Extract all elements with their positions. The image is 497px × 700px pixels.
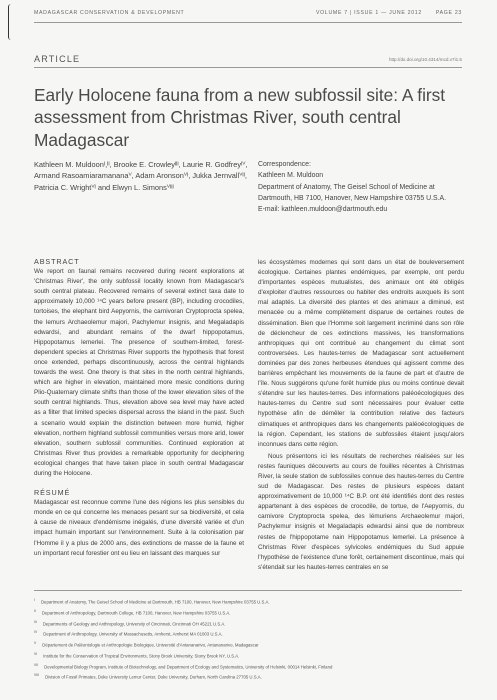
journal-name: MADAGASCAR CONSERVATION & DEVELOPMENT (34, 10, 185, 16)
footnote (34, 661, 464, 672)
correspondence-label: Correspondence: (258, 161, 311, 168)
header-rule (34, 22, 462, 23)
footnote (34, 628, 464, 639)
abstract-text: We report on faunal remains recovered during recent explorations at 'Christmas River', the only subfossil locality known from Madagascar's south central plateau. Recovered remains of several extinct taxa date to approximately 10,000 ¹⁴C years before present (BP), including crocodiles, tortoises, the elephant bird Aepyornis, the carnivoran Cryptoprocta spelea, the lemurs Archaeolemur majori, Pachylemur insignis, and Megaladapis edwardsi, and abundant remains of the dwarf hippopotamus, Hippopotamus lemerlei. The presence of southern-limited, forest-dependent species at Christmas River supports the hypothesis that forest once extended, perhaps discontinuously, across the central highlands towards the west. One theory is that sites in the north central highlands, which are higher in elevation, maintained more mesic conditions during Plio-Quaternary climate shifts than those of the lower elevation sites of the south central highlands. Thus, elevation above sea level may have acted as a filter that limited species dispersal across the island in the past. Such a scenario would explain the distinction between more humid, higher elevation, northern highland subfossil communities versus more arid, lower elevation, southern subfossil communities. Continued exploration at Christmas River thus provides a remarkable opportunity for deciphering ecological changes that have taken place in south central Madagascar during the Holocene. (34, 268, 244, 477)
running-header (34, 10, 462, 22)
resume-text-right-2: Nous présentons ici les résultats de recherches réalisées sur les restes fauniques découverts au cours de fouilles récentes à Christmas River, la seule station de subfossiles connue des hautes-terres du Centre sud de Madagascar. Des restes de plusieurs espèces datant approximativement de 10,000 ¹⁴C B.P. ont été identifiés dont des restes appartenant à des espèces de crocodile, de tortue, de l'Aepyornis, du carnivore Cryptoprocta spelea, des lémuriens Archaeolemur majori, Pachylemur insignis et Megaladapis edwardsi ainsi que de nombreux restes de l'hippopotame nain Hippopotamus lemerlei. La présence à Christmas River d'espèces sylvicoles endémiques du Sud appuie l'hypothèse de l'existence d'une forêt, certainement discontinue, mais qui s'étendait sur les hautes-terres centrales en se (258, 452, 464, 571)
right-column (258, 258, 464, 573)
footnote-text: Department of Anthropology, Dartmouth College, HB 7100, Hanover, New Hampshire 03755 U.S.A. (41, 610, 231, 616)
left-column (34, 257, 244, 559)
footnote (34, 596, 464, 607)
resume-heading: RÉSUMÉ (34, 488, 71, 498)
article-title: Early Holocene fauna from a new subfossil site: A first assessment from Christmas River, south central Madagascar (34, 85, 446, 150)
footnote-text: Department of Anatomy, The Geisel School of Medicine at Dartmouth, HB 7100, Hanover, New Hampshire 03755 U.S.A. (40, 599, 270, 605)
issue-info: VOLUME 7 | ISSUE 1 — JUNE 2012 (316, 10, 422, 16)
footnote-rule (34, 590, 462, 591)
page-edge-bracket (8, 4, 12, 40)
resume-text-left: Madagascar est reconnue comme l'une des régions les plus sensibles du monde en ce qui concerne les menaces pesant sur sa biodiversité, et cela à cause de niveaux d'endémisme inégalés, d'une diversité variée et d'un impact humain important sur l'environnement. Suite à la colonisation par l'Homme il y a plus de 2000 ans, des extinctions de masse de la faune et un important recul forestier ont eu lieu en laissant des marques sur (34, 499, 244, 557)
section-label: ARTICLE (34, 54, 81, 64)
footnote (34, 607, 464, 618)
footnote-text: Institute for the Conservation of Tropical Environments, Stony Brook University, Stony Brook NY, U.S.A. (43, 653, 240, 659)
resume-text-right-1: les écosystèmes modernes qui sont dans un état de bouleversement écologique. Certaines plantes endémiques, par exemple, ont perdu d'importantes espèces mutualistes, des animaux ont été obligés d'exploiter d'autres ressources ou habiter des endroits auxquels ils sont mal adaptés. La diversité des plantes et des animaux a diminué, est menacée ou a même complètement disparue de certaines routes de dissémination. Bien que l'Homme soit largement incriminé dans son rôle de déclencheur de ces extinctions massives, les transformations anthropiques qui ont contribué au changement du climat sont controversées. Les hautes-terres de Madagascar sont actuellement dominées par des zones herbeuses étendues qui agissent comme des barrières empêchant les mouvements de la faune de part et d'autre de l'île. Nous suggérons qu'une forêt humide plus ou moins continue devait s'étendre sur les hautes-terres. Des informations paléoécologiques des hautes-terres du Centre sud sont nécessaires pour évaluer cette hypothèse afin de démêler la contribution relative des facteurs climatiques et anthropiques dans les changements paléoécologiques de la région. Cependant, les stations de subfossiles étaient jusqu'alors inconnues dans cette région. (258, 259, 464, 448)
correspondence-address: Department of Anatomy, The Geisel School of Medicine at Dartmouth, HB 7100, Hanover, New Hampshire 03755 U.S.A. (258, 183, 447, 202)
correspondence-email[interactable]: E-mail: kathleen.muldoon@dartmouth.edu (258, 206, 388, 214)
footnote (34, 618, 464, 629)
footnote-mark: V (34, 641, 37, 646)
footnote-mark: III (34, 619, 37, 624)
footnote (34, 639, 464, 650)
section-rule (34, 67, 462, 68)
footnote (34, 650, 464, 661)
correspondence-name: Kathleen M. Muldoon (258, 172, 324, 180)
footnote-mark: VI (34, 651, 38, 656)
footnote-text: Département de Paléontologie et Anthropologie Biologique, Université d'Antananarivo, Antananarivo, Madagascar (42, 642, 259, 648)
footnote (34, 671, 464, 682)
footnotes (34, 596, 464, 682)
footnote-mark: IV (34, 630, 38, 635)
author-list: Kathleen M. Muldoonᴵ,ᴵᴵ, Brooke E. Crowleyᴵᴵᴵ, Laurie R. Godfreyᴵⱽ, Armand Rasoamiaramananaⱽ, Adam Aronsonⱽᴵ, Jukka Jernvallⱽᴵᴵ, Patricia C. Wrightⱽᴵ and Elwyn L. Simonsⱽᴵᴵᴵ (34, 160, 248, 192)
footnote-mark: VII (34, 662, 39, 667)
footnote-text: Department of Anthropology, University of Massachusetts, Amherst, Amherst MA 01003 U.S.A. (43, 631, 223, 637)
footnote-mark: I (34, 598, 35, 602)
doi-link[interactable]: http://dx.doi.org/10.4314/mcd.v7i1.5 (388, 57, 462, 62)
footnote-mark: VIII (34, 673, 40, 678)
correspondence-block (258, 159, 464, 215)
footnote-mark: II (34, 608, 36, 613)
footnote-text: Developmental Biology Program, Institute of Biotechnology, and Department of Ecology and Systematics, University of Helsinki, 00014 Helsinki, Finland (44, 664, 333, 670)
footnote-text: Departments of Geology and Anthropology, University of Cincinnati, Cincinnati OH 45221 U.S.A. (42, 620, 226, 626)
footnote-text: Division of Fossil Primates, Duke University Lemur Center, Duke University, Durham, North Carolina 27705 U.S.A. (45, 674, 262, 680)
abstract-heading: ABSTRACT (34, 257, 80, 266)
page-number: PAGE 23 (435, 10, 462, 16)
